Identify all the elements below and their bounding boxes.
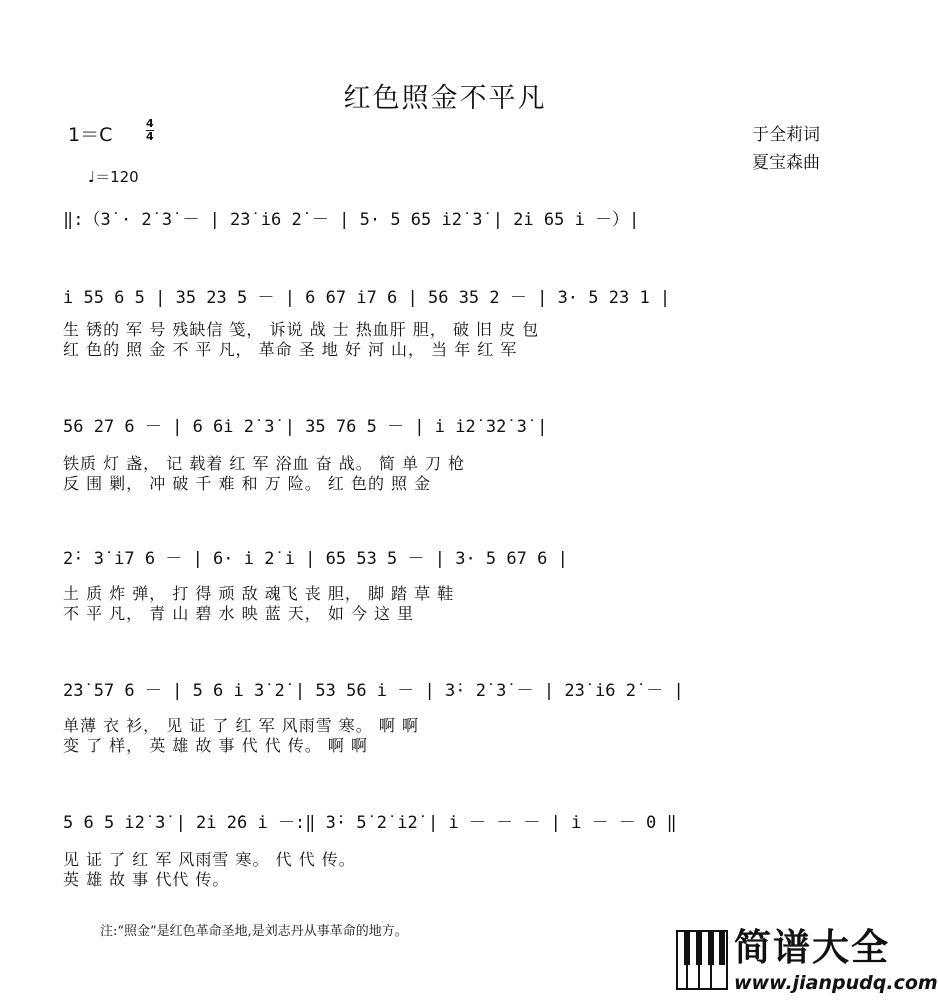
notation-line-1: ‖:（3̇ · 2̇ 3̇ － | 2̇3̇ i̇6 2̇ － | 5· 5 65 i̇2̇ 3̇ | 2̇i̇ 65 i̇ －）| [63,210,640,230]
lyrics-line-5-verse-1: 单薄 衣 衫， 见 证 了 红 军 风雨雪 寒。 啊 啊 [63,716,419,735]
lyrics-line-4-verse-1: 土 质 炸 弹， 打 得 顽 敌 魂飞 丧 胆， 脚 踏 草 鞋 [63,584,455,603]
site-logo[interactable] [676,926,938,998]
lyrics-line-4-verse-2: 不 平 凡， 青 山 碧 水 映 蓝 天， 如 今 这 里 [63,604,415,623]
lyrics-line-3-verse-1: 铁质 灯 盏， 记 载着 红 军 浴血 奋 战。 简 单 刀 枪 [63,454,466,473]
lyrics-line-3-verse-2: 反 围 剿， 冲 破 千 难 和 万 险。 红 色的 照 金 [63,474,432,493]
footnote: 注:“照金”是红色革命圣地,是刘志丹从事革命的地方。 [100,924,408,939]
composer-credit: 夏宝森曲 [752,153,820,173]
key-signature: 1＝C [68,124,113,146]
tempo-marking: ♩＝120 [88,168,139,186]
lyrics-line-6-verse-1: 见 证 了 红 军 风雨雪 寒。 代 代 传。 [63,850,356,869]
notation-line-3: 56 27 6 － | 6 6i̇ 2̇ 3̇ | 35 76 5 － | i̇ i̇2̇ 3̇2̇ 3̇ | [63,417,548,437]
notation-line-2: i̇ 55 6 5 | 35 23 5 － | 6 67 i̇7 6 | 56 35 2 － | 3· 5 23 1 | [63,288,671,308]
lyricist-credit: 于全莉词 [752,125,820,145]
logo-url: www.jianpudq.com [734,972,938,994]
time-signature: 4 4 [146,117,154,143]
notation-line-6: 5 6 5 i̇2̇ 3̇ | 2̇i̇ 2̇6 i̇ －:‖ 3̇· 5̇ 2̇ i̇2̇ | i̇ － － － | i̇ － － 0 ‖ [63,813,677,833]
notation-line-4: 2̇· 3̇ i̇7 6 － | 6· i̇ 2̇ i̇ | 65 53 5 － | 3· 5 67 6 | [63,549,568,569]
lyrics-line-2-verse-2: 红 色的 照 金 不 平 凡， 革命 圣 地 好 河 山， 当 年 红 军 [63,340,518,359]
lyrics-line-2-verse-1: 生 锈的 军 号 残缺信 笺， 诉说 战 士 热血肝 胆， 破 旧 皮 包 [63,320,540,339]
piano-keys-icon [676,930,728,990]
lyrics-line-6-verse-2: 英 雄 故 事 代代 传。 [63,870,230,889]
song-title: 红色照金不平凡 [343,83,547,114]
logo-text: 简谱大全 [734,926,890,969]
lyrics-line-5-verse-2: 变 了 样， 英 雄 故 事 代 代 传。 啊 啊 [63,736,368,755]
notation-line-5: 2̇3̇ 57 6 － | 5 6 i̇ 3̇ 2̇ | 53 56 i̇ － | 3̇· 2̇ 3̇ － | 2̇3̇ i̇6 2̇ － | [63,681,684,701]
